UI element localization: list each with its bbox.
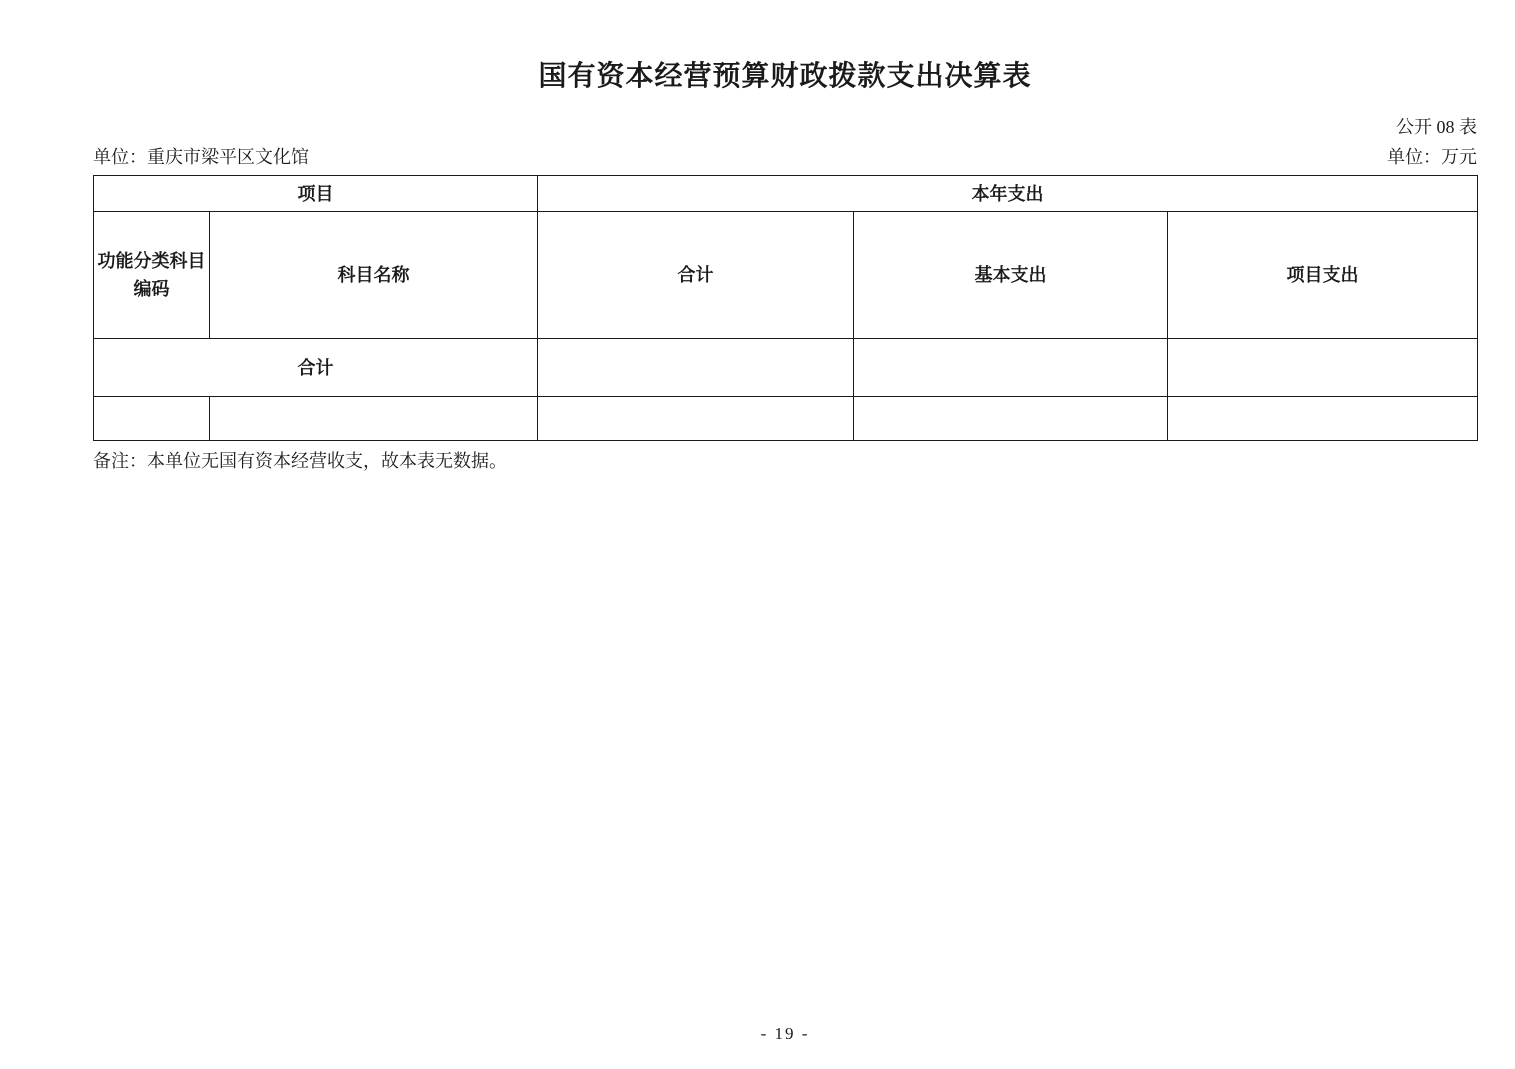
- total-row-label: 合计: [94, 339, 538, 397]
- total-row: [94, 339, 1478, 397]
- empty-row-basic-cell: [854, 397, 1168, 441]
- header-project-expenditure: 项目支出: [1168, 212, 1478, 339]
- empty-row-code-cell: [94, 397, 210, 441]
- unit-measure-label: 单位：万元: [1387, 147, 1477, 167]
- header-column-row: [94, 212, 1478, 339]
- header-function-code: [94, 212, 210, 339]
- empty-data-row: [94, 397, 1478, 441]
- page-title: 国有资本经营预算财政拨款支出决算表: [538, 61, 1032, 92]
- header-basic-expenditure: 基本支出: [854, 212, 1168, 339]
- header-group-row: [94, 176, 1478, 212]
- total-row-basic-cell: [854, 339, 1168, 397]
- empty-row-total-cell: [538, 397, 854, 441]
- meta-row: [93, 146, 1477, 168]
- header-project-group: 项目: [94, 176, 538, 212]
- header-function-code-line2: 编码: [133, 279, 170, 299]
- unit-name-label: 单位：重庆市梁平区文化馆: [93, 147, 309, 167]
- header-subject-name: 科目名称: [210, 212, 538, 339]
- header-total: 合计: [538, 212, 854, 339]
- total-row-total-cell: [538, 339, 854, 397]
- budget-table: [93, 175, 1478, 441]
- table-code-label: 公开 08 表: [1396, 117, 1477, 137]
- header-function-code-line1: 功能分类科目: [97, 251, 206, 271]
- empty-row-name-cell: [210, 397, 538, 441]
- table-note: 备注：本单位无国有资本经营收支，故本表无数据。: [93, 451, 507, 471]
- empty-row-project-cell: [1168, 397, 1478, 441]
- header-current-year-group: 本年支出: [538, 176, 1478, 212]
- page-number: - 19 -: [760, 1024, 810, 1043]
- document-content: [93, 0, 1477, 473]
- total-row-project-cell: [1168, 339, 1478, 397]
